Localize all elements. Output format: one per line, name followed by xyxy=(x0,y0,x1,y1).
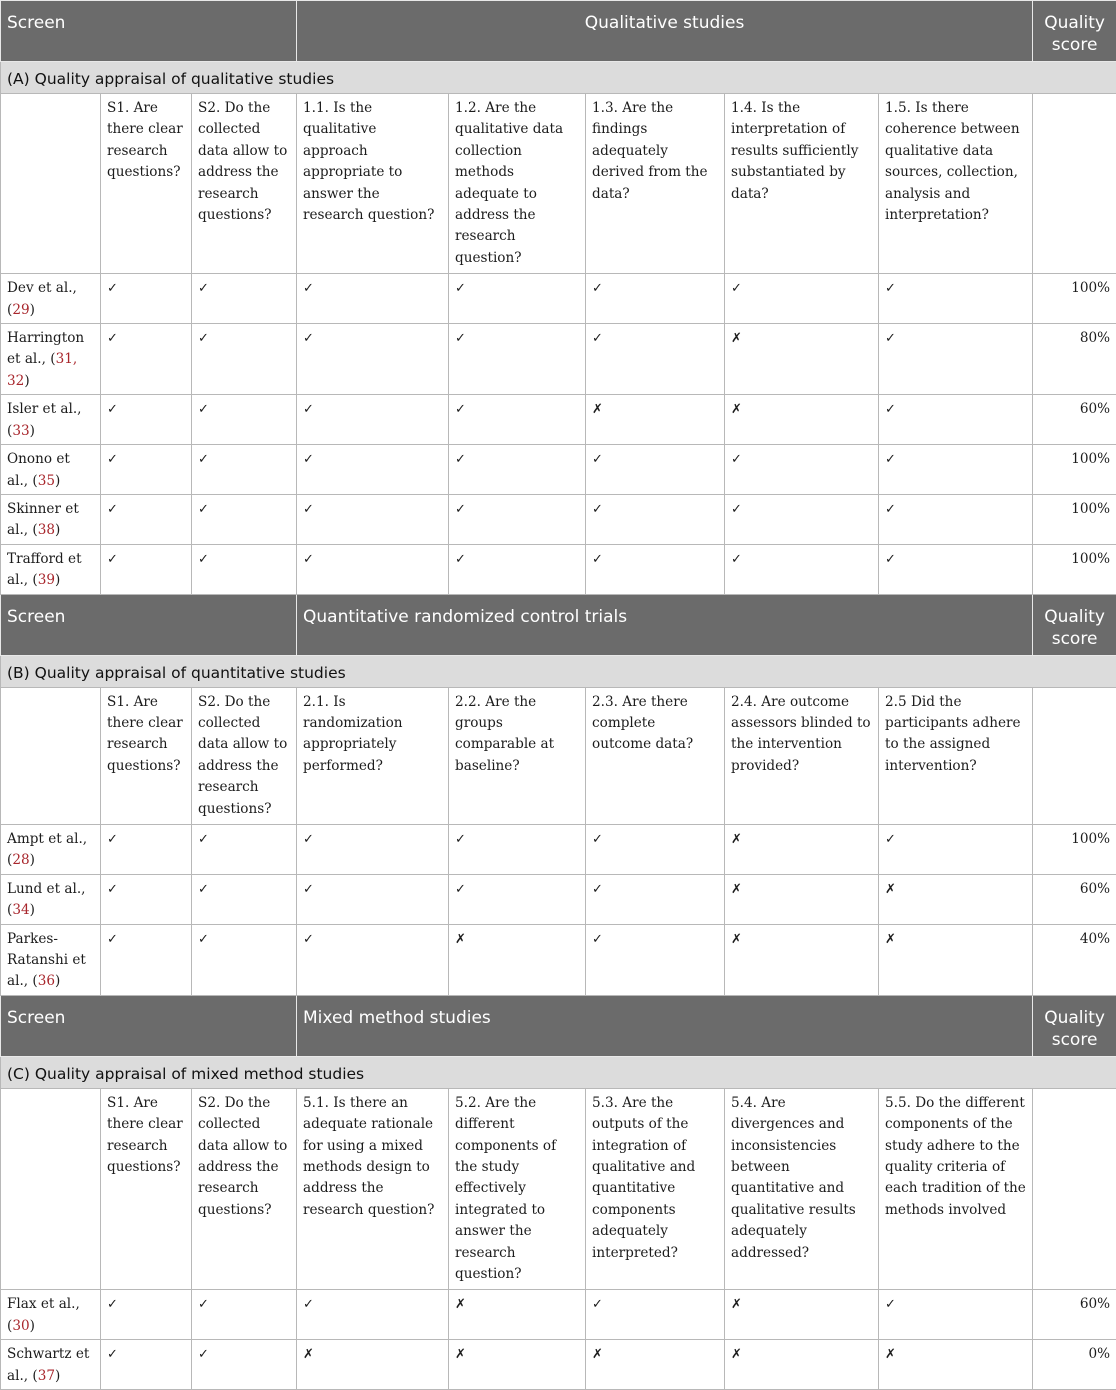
header-row-mixed xyxy=(1,995,1116,1056)
appraisal-mark: ✓ xyxy=(725,544,879,594)
quality-score: 100% xyxy=(1033,544,1116,594)
question-row-b xyxy=(1,687,1116,824)
question-cell: S2. Do the collected data allow to address the research questions? xyxy=(192,94,297,274)
header-row-qualitative xyxy=(1,1,1116,62)
appraisal-mark: ✗ xyxy=(725,324,879,395)
blank-cell xyxy=(1,94,101,274)
blank-cell xyxy=(1033,1088,1116,1290)
appraisal-mark: ✓ xyxy=(725,494,879,544)
quality-score: 60% xyxy=(1033,395,1116,445)
reference-link[interactable]: 36 xyxy=(38,973,55,989)
appraisal-mark: ✓ xyxy=(297,874,449,924)
appraisal-mark: ✓ xyxy=(192,1290,297,1340)
appraisal-mark: ✓ xyxy=(879,324,1033,395)
appraisal-mark: ✗ xyxy=(879,924,1033,995)
table-row xyxy=(1,445,1116,495)
reference-link[interactable]: 37 xyxy=(38,1368,55,1384)
appraisal-mark: ✓ xyxy=(101,874,192,924)
appraisal-mark: ✓ xyxy=(449,274,586,324)
study-cell: Dev et al., (29) xyxy=(1,274,101,324)
appraisal-mark: ✓ xyxy=(297,824,449,874)
appraisal-mark: ✓ xyxy=(586,874,725,924)
appraisal-mark: ✓ xyxy=(192,824,297,874)
reference-link[interactable]: 39 xyxy=(38,572,55,588)
section-row-a xyxy=(1,62,1116,94)
quality-score: 100% xyxy=(1033,494,1116,544)
question-cell: 5.1. Is there an adequate rationale for using a mixed methods design to address the research question? xyxy=(297,1088,449,1290)
section-row-b xyxy=(1,655,1116,687)
appraisal-mark: ✓ xyxy=(192,874,297,924)
question-cell: S2. Do the collected data allow to address the research questions? xyxy=(192,1088,297,1290)
quality-score: 100% xyxy=(1033,445,1116,495)
study-cell: Parkes-Ratanshi et al., (36) xyxy=(1,924,101,995)
section-title-b: (B) Quality appraisal of quantitative studies xyxy=(1,655,1116,687)
table-row xyxy=(1,544,1116,594)
section-row-c xyxy=(1,1056,1116,1088)
appraisal-mark: ✓ xyxy=(879,494,1033,544)
section-title-a: (A) Quality appraisal of qualitative studies xyxy=(1,62,1116,94)
reference-link[interactable]: 35 xyxy=(38,473,55,489)
appraisal-mark: ✗ xyxy=(725,395,879,445)
appraisal-mark: ✓ xyxy=(449,874,586,924)
question-cell: 2.2. Are the groups comparable at baseline? xyxy=(449,687,586,824)
blank-cell xyxy=(1033,94,1116,274)
question-cell: 5.2. Are the different components of the study effectively integrated to answer the research question? xyxy=(449,1088,586,1290)
study-cell: Skinner et al., (38) xyxy=(1,494,101,544)
appraisal-mark: ✓ xyxy=(449,445,586,495)
appraisal-mark: ✓ xyxy=(101,494,192,544)
appraisal-mark: ✓ xyxy=(449,395,586,445)
quality-score: 80% xyxy=(1033,324,1116,395)
question-cell: S1. Are there clear research questions? xyxy=(101,687,192,824)
question-cell: 5.5. Do the different components of the study adhere to the quality criteria of each tradition of the methods involved xyxy=(879,1088,1033,1290)
question-row-c xyxy=(1,1088,1116,1290)
question-cell: S2. Do the collected data allow to address the research questions? xyxy=(192,687,297,824)
study-cell: Harrington et al., (31, 32) xyxy=(1,324,101,395)
quality-score-label: Quality score xyxy=(1033,1,1116,62)
question-row-a xyxy=(1,94,1116,274)
appraisal-mark: ✓ xyxy=(879,544,1033,594)
section-title-c: (C) Quality appraisal of mixed method studies xyxy=(1,1056,1116,1088)
appraisal-mark: ✓ xyxy=(101,274,192,324)
appraisal-mark: ✓ xyxy=(101,1290,192,1340)
appraisal-mark: ✗ xyxy=(725,924,879,995)
reference-link[interactable]: 30 xyxy=(12,1318,29,1334)
appraisal-mark: ✓ xyxy=(879,445,1033,495)
appraisal-mark: ✗ xyxy=(297,1340,449,1390)
question-cell: 2.5 Did the participants adhere to the assigned intervention? xyxy=(879,687,1033,824)
appraisal-mark: ✓ xyxy=(192,494,297,544)
appraisal-mark: ✓ xyxy=(297,1290,449,1340)
appraisal-mark: ✗ xyxy=(449,924,586,995)
appraisal-mark: ✓ xyxy=(101,924,192,995)
appraisal-mark: ✓ xyxy=(879,1290,1033,1340)
appraisal-mark: ✗ xyxy=(586,1340,725,1390)
study-cell: Onono et al., (35) xyxy=(1,445,101,495)
table-row xyxy=(1,324,1116,395)
table-row xyxy=(1,824,1116,874)
table-row xyxy=(1,395,1116,445)
appraisal-mark: ✓ xyxy=(879,274,1033,324)
quality-score-label: Quality score xyxy=(1033,594,1116,655)
reference-link[interactable]: 34 xyxy=(12,902,29,918)
appraisal-mark: ✓ xyxy=(586,494,725,544)
quality-score: 40% xyxy=(1033,924,1116,995)
appraisal-mark: ✓ xyxy=(449,544,586,594)
question-cell: 1.2. Are the qualitative data collection methods adequate to address the research question? xyxy=(449,94,586,274)
question-cell: 5.4. Are divergences and inconsistencies between quantitative and qualitative results adequately addressed? xyxy=(725,1088,879,1290)
appraisal-mark: ✓ xyxy=(297,324,449,395)
reference-link[interactable]: 29 xyxy=(12,302,29,318)
appraisal-mark: ✓ xyxy=(101,395,192,445)
appraisal-mark: ✗ xyxy=(879,874,1033,924)
table-row xyxy=(1,1340,1116,1390)
quality-score: 60% xyxy=(1033,874,1116,924)
appraisal-mark: ✗ xyxy=(879,1340,1033,1390)
question-cell: 1.5. Is there coherence between qualitative data sources, collection, analysis and interpretation? xyxy=(879,94,1033,274)
appraisal-mark: ✓ xyxy=(192,924,297,995)
reference-link[interactable]: 38 xyxy=(38,522,55,538)
question-cell: 2.3. Are there complete outcome data? xyxy=(586,687,725,824)
screen-label: Screen xyxy=(1,995,297,1056)
appraisal-mark: ✓ xyxy=(192,445,297,495)
quality-score: 100% xyxy=(1033,274,1116,324)
quality-score: 0% xyxy=(1033,1340,1116,1390)
appraisal-mark: ✓ xyxy=(297,445,449,495)
appraisal-mark: ✓ xyxy=(192,324,297,395)
question-cell: 5.3. Are the outputs of the integration of qualitative and quantitative components adequately interpreted? xyxy=(586,1088,725,1290)
appraisal-mark: ✓ xyxy=(586,445,725,495)
appraisal-mark: ✓ xyxy=(101,544,192,594)
appraisal-mark: ✓ xyxy=(586,824,725,874)
question-cell: 2.4. Are outcome assessors blinded to the intervention provided? xyxy=(725,687,879,824)
qualitative-title: Qualitative studies xyxy=(297,1,1033,62)
appraisal-mark: ✓ xyxy=(192,544,297,594)
appraisal-mark: ✓ xyxy=(192,395,297,445)
quality-score: 100% xyxy=(1033,824,1116,874)
table-row xyxy=(1,874,1116,924)
appraisal-mark: ✓ xyxy=(192,1340,297,1390)
screen-label: Screen xyxy=(1,1,297,62)
appraisal-mark: ✓ xyxy=(879,395,1033,445)
appraisal-mark: ✓ xyxy=(297,544,449,594)
screen-label: Screen xyxy=(1,594,297,655)
appraisal-mark: ✗ xyxy=(725,1290,879,1340)
appraisal-mark: ✗ xyxy=(725,874,879,924)
table-row xyxy=(1,1290,1116,1340)
appraisal-mark: ✓ xyxy=(586,924,725,995)
header-row-quantitative xyxy=(1,594,1116,655)
appraisal-mark: ✓ xyxy=(297,274,449,324)
appraisal-mark: ✓ xyxy=(725,445,879,495)
appraisal-mark: ✓ xyxy=(449,824,586,874)
appraisal-mark: ✗ xyxy=(725,1340,879,1390)
reference-link[interactable]: 31, 32 xyxy=(7,351,77,388)
appraisal-mark: ✗ xyxy=(725,824,879,874)
question-cell: S1. Are there clear research questions? xyxy=(101,1088,192,1290)
blank-cell xyxy=(1,687,101,824)
appraisal-mark: ✓ xyxy=(449,324,586,395)
quality-score: 60% xyxy=(1033,1290,1116,1340)
appraisal-mark: ✓ xyxy=(586,544,725,594)
study-cell: Schwartz et al., (37) xyxy=(1,1340,101,1390)
appraisal-mark: ✓ xyxy=(297,924,449,995)
appraisal-mark: ✓ xyxy=(101,324,192,395)
appraisal-mark: ✓ xyxy=(586,324,725,395)
question-cell: 2.1. Is randomization appropriately performed? xyxy=(297,687,449,824)
appraisal-mark: ✓ xyxy=(725,274,879,324)
table-row xyxy=(1,274,1116,324)
appraisal-mark: ✗ xyxy=(586,395,725,445)
blank-cell xyxy=(1033,687,1116,824)
appraisal-mark: ✓ xyxy=(297,395,449,445)
appraisal-mark: ✓ xyxy=(449,494,586,544)
appraisal-mark: ✓ xyxy=(586,274,725,324)
appraisal-mark: ✓ xyxy=(586,1290,725,1340)
blank-cell xyxy=(1,1088,101,1290)
study-cell: Flax et al., (30) xyxy=(1,1290,101,1340)
question-cell: 1.4. Is the interpretation of results sufficiently substantiated by data? xyxy=(725,94,879,274)
mixed-title: Mixed method studies xyxy=(297,995,1033,1056)
study-cell: Isler et al., (33) xyxy=(1,395,101,445)
appraisal-mark: ✓ xyxy=(879,824,1033,874)
study-cell: Ampt et al., (28) xyxy=(1,824,101,874)
table-row xyxy=(1,494,1116,544)
reference-link[interactable]: 33 xyxy=(12,423,29,439)
quality-score-label: Quality score xyxy=(1033,995,1116,1056)
study-cell: Trafford et al., (39) xyxy=(1,544,101,594)
reference-link[interactable]: 28 xyxy=(12,852,29,868)
question-cell: 1.3. Are the findings adequately derived from the data? xyxy=(586,94,725,274)
appraisal-mark: ✓ xyxy=(101,1340,192,1390)
appraisal-mark: ✗ xyxy=(449,1340,586,1390)
table-row xyxy=(1,924,1116,995)
appraisal-mark: ✓ xyxy=(101,445,192,495)
appraisal-mark: ✗ xyxy=(449,1290,586,1340)
appraisal-mark: ✓ xyxy=(192,274,297,324)
question-cell: S1. Are there clear research questions? xyxy=(101,94,192,274)
quantitative-title: Quantitative randomized control trials xyxy=(297,594,1033,655)
appraisal-mark: ✓ xyxy=(101,824,192,874)
study-cell: Lund et al., (34) xyxy=(1,874,101,924)
appraisal-mark: ✓ xyxy=(297,494,449,544)
question-cell: 1.1. Is the qualitative approach appropriate to answer the research question? xyxy=(297,94,449,274)
